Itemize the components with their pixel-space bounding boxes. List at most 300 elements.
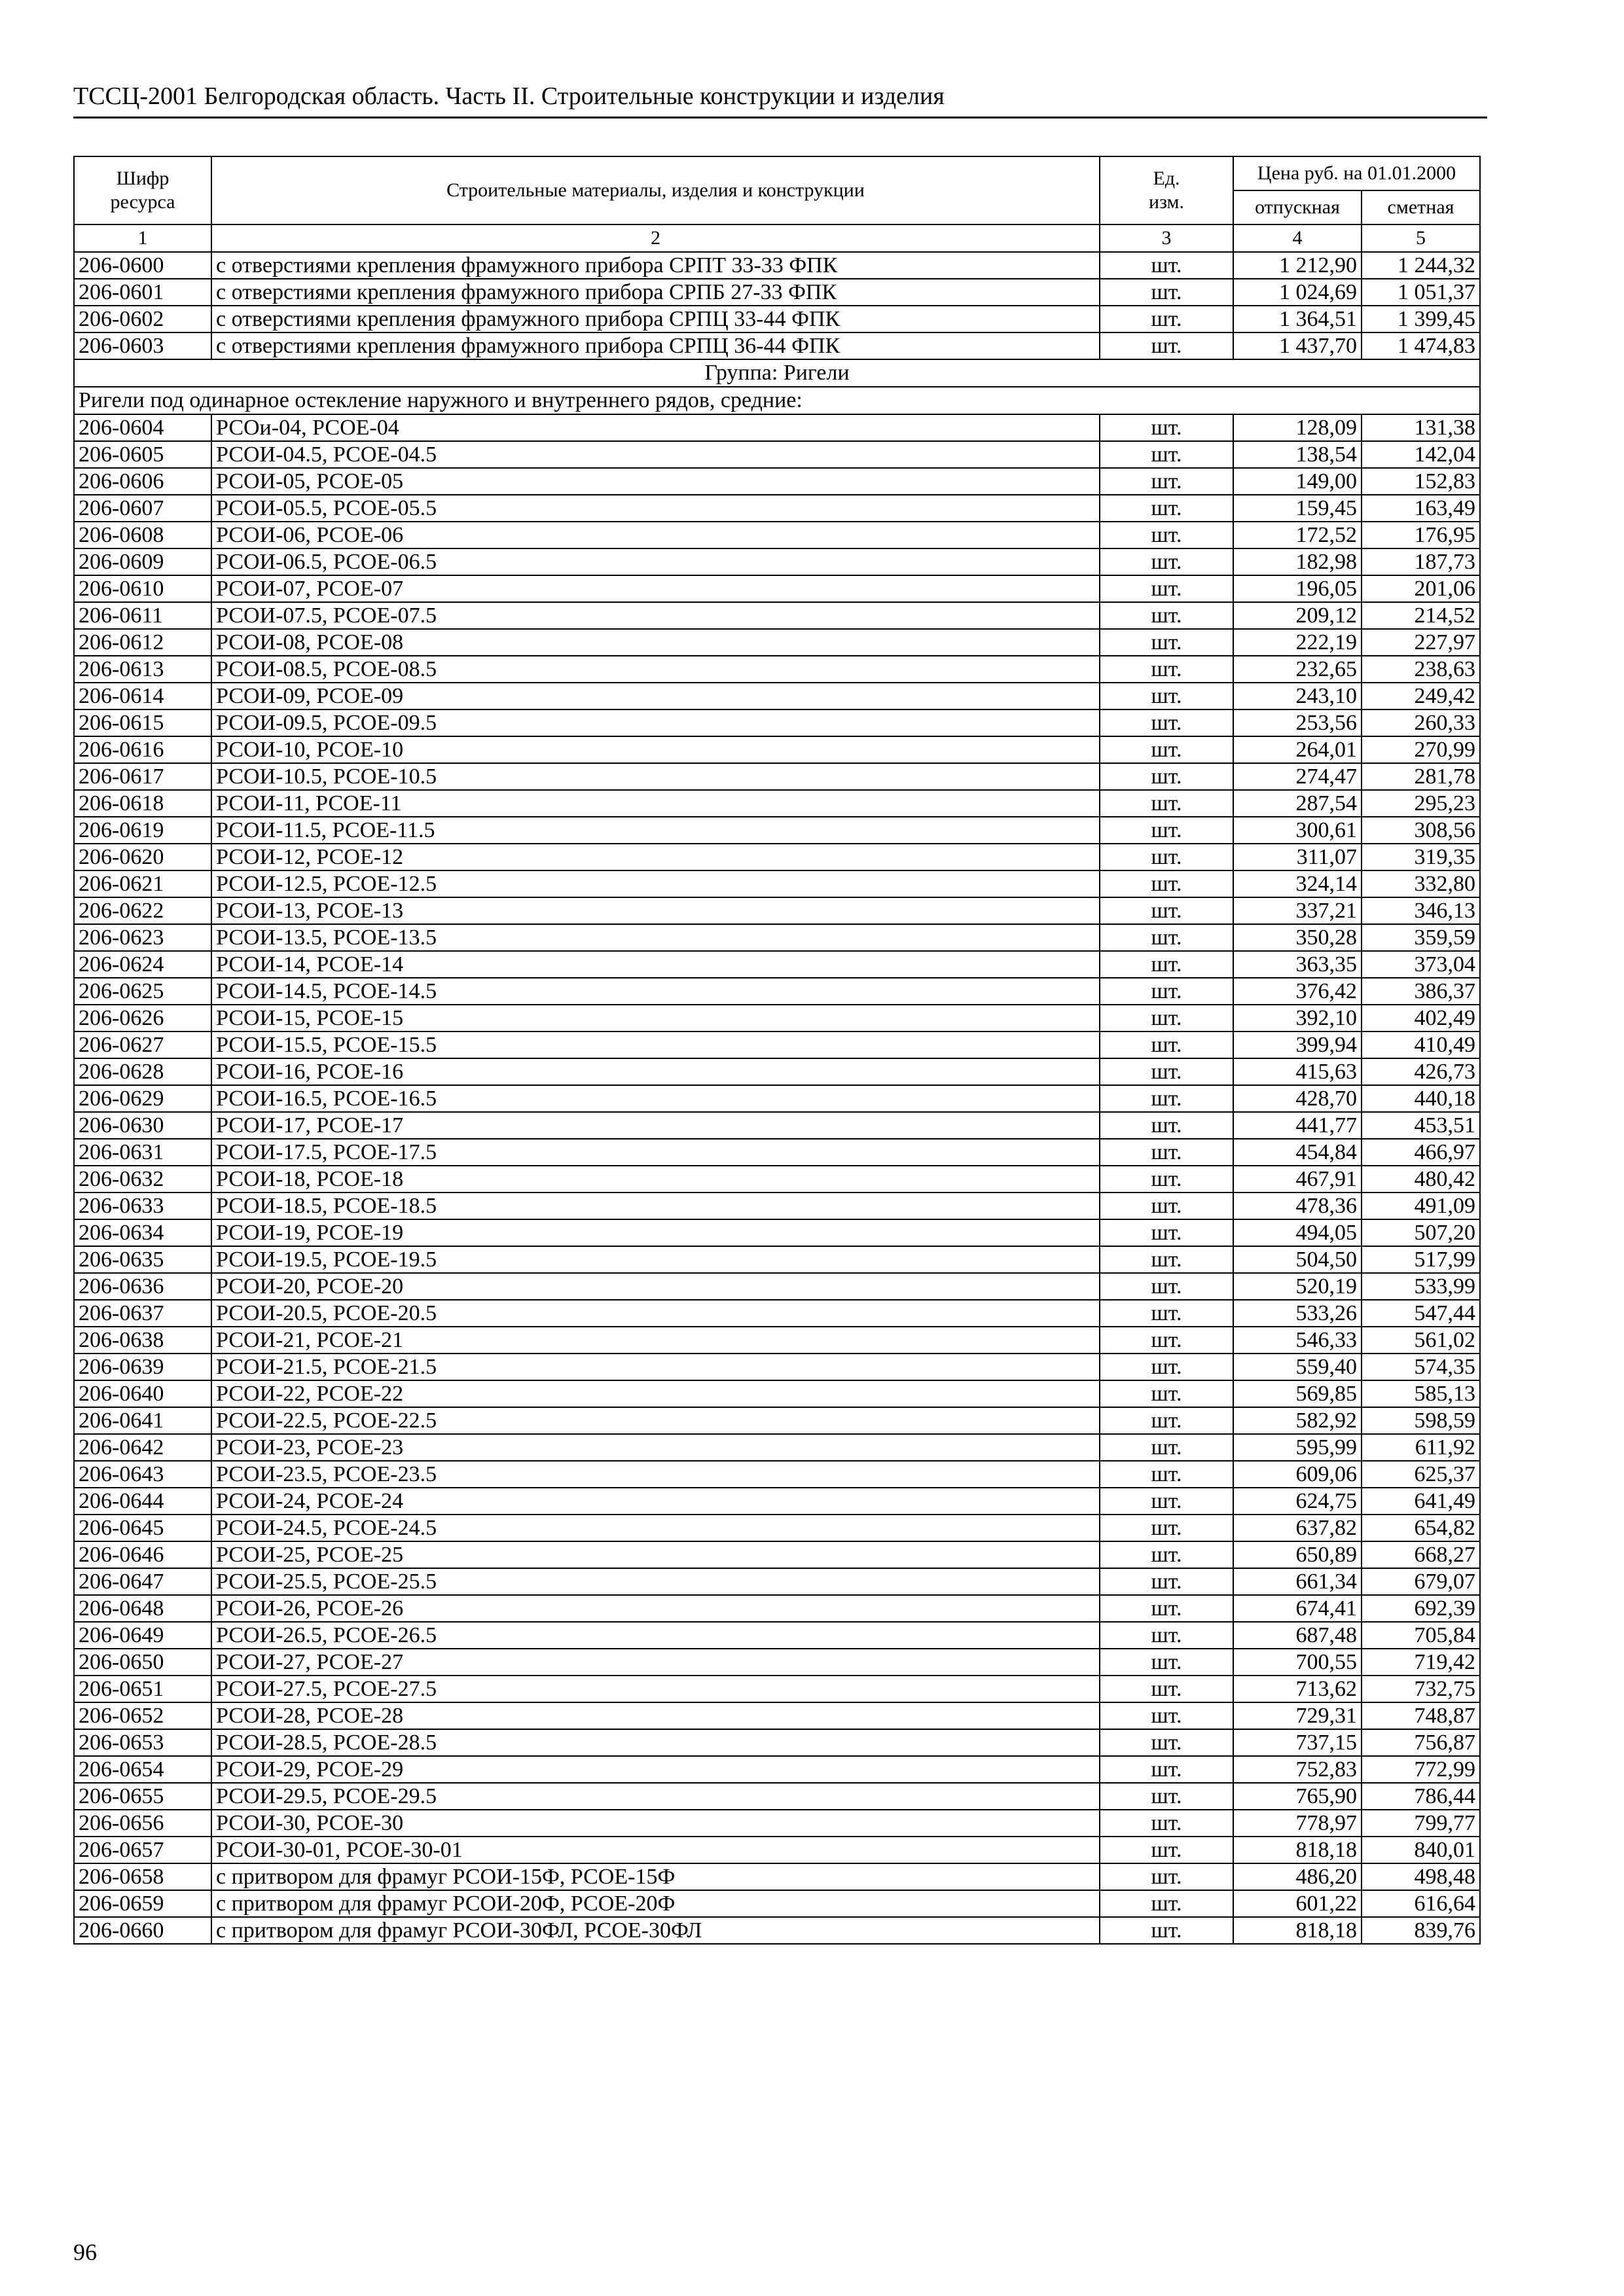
cell-wholesale: 601,22 [1233, 1890, 1362, 1917]
cell-name: РСОИ-14.5, РСОЕ-14.5 [211, 978, 1100, 1005]
group-row [74, 359, 1480, 387]
cell-unit: шт. [1100, 1005, 1233, 1031]
table-row [74, 1756, 1480, 1783]
cell-name: РСОИ-18, РСОЕ-18 [211, 1166, 1100, 1193]
cell-code: 206-0613 [74, 656, 211, 683]
cell-unit: шт. [1100, 1568, 1233, 1595]
cell-unit: шт. [1100, 548, 1233, 575]
cell-code: 206-0637 [74, 1300, 211, 1327]
cell-wholesale: 337,21 [1233, 897, 1362, 924]
cell-unit: шт. [1100, 1488, 1233, 1515]
cell-estimate: 641,49 [1362, 1488, 1480, 1515]
document-header-title: ТССЦ-2001 Белгородская область. Часть II. Строительные конструкции и изделия [73, 82, 945, 110]
cell-code: 206-0615 [74, 709, 211, 736]
table-row [74, 1300, 1480, 1327]
cell-name: РСОИ-25.5, РСОЕ-25.5 [211, 1568, 1100, 1595]
cell-name: РСОИ-19, РСОЕ-19 [211, 1219, 1100, 1246]
header-code [74, 156, 211, 224]
cell-estimate: 839,76 [1362, 1917, 1480, 1944]
cell-code: 206-0657 [74, 1837, 211, 1863]
cell-wholesale: 232,65 [1233, 656, 1362, 683]
header-code-label: Шифр ресурса [110, 168, 175, 213]
cell-code: 206-0638 [74, 1327, 211, 1354]
cell-wholesale: 737,15 [1233, 1729, 1362, 1756]
cell-code: 206-0646 [74, 1541, 211, 1568]
cell-unit: шт. [1100, 709, 1233, 736]
cell-unit: шт. [1100, 1193, 1233, 1219]
cell-estimate: 373,04 [1362, 951, 1480, 978]
cell-wholesale: 182,98 [1233, 548, 1362, 575]
table-row [74, 575, 1480, 602]
cell-unit: шт. [1100, 1729, 1233, 1756]
cell-wholesale: 159,45 [1233, 495, 1362, 522]
cell-wholesale: 818,18 [1233, 1917, 1362, 1944]
cell-estimate: 410,49 [1362, 1031, 1480, 1058]
table-row [74, 1085, 1480, 1112]
cell-unit: шт. [1100, 279, 1233, 306]
cell-unit: шт. [1100, 1783, 1233, 1810]
col-number-2: 2 [211, 224, 1100, 252]
cell-estimate: 719,42 [1362, 1649, 1480, 1676]
cell-wholesale: 415,63 [1233, 1058, 1362, 1085]
cell-estimate: 574,35 [1362, 1354, 1480, 1380]
cell-code: 206-0605 [74, 441, 211, 468]
cell-estimate: 748,87 [1362, 1702, 1480, 1729]
table-row [74, 736, 1480, 763]
cell-wholesale: 595,99 [1233, 1434, 1362, 1461]
cell-unit: шт. [1100, 332, 1233, 359]
cell-unit: шт. [1100, 844, 1233, 870]
cell-unit: шт. [1100, 1863, 1233, 1890]
cell-wholesale: 196,05 [1233, 575, 1362, 602]
cell-code: 206-0648 [74, 1595, 211, 1622]
table-body-top [74, 252, 1480, 359]
table-row [74, 924, 1480, 951]
cell-wholesale: 520,19 [1233, 1273, 1362, 1300]
cell-unit: шт. [1100, 924, 1233, 951]
cell-name: РСОИ-13.5, РСОЕ-13.5 [211, 924, 1100, 951]
table-row [74, 790, 1480, 817]
cell-name: РСОИ-15.5, РСОЕ-15.5 [211, 1031, 1100, 1058]
cell-code: 206-0631 [74, 1139, 211, 1166]
cell-unit: шт. [1100, 897, 1233, 924]
cell-code: 206-0604 [74, 414, 211, 441]
cell-wholesale: 253,56 [1233, 709, 1362, 736]
table-row [74, 1031, 1480, 1058]
cell-estimate: 480,42 [1362, 1166, 1480, 1193]
cell-name: РСОИ-29.5, РСОЕ-29.5 [211, 1783, 1100, 1810]
cell-estimate: 585,13 [1362, 1380, 1480, 1407]
cell-name: РСОИ-08.5, РСОЕ-08.5 [211, 656, 1100, 683]
table-row [74, 1729, 1480, 1756]
table-row [74, 1354, 1480, 1380]
table-row [74, 1246, 1480, 1273]
cell-wholesale: 172,52 [1233, 522, 1362, 548]
cell-wholesale: 637,82 [1233, 1515, 1362, 1541]
cell-wholesale: 533,26 [1233, 1300, 1362, 1327]
cell-code: 206-0645 [74, 1515, 211, 1541]
cell-wholesale: 222,19 [1233, 629, 1362, 656]
cell-wholesale: 752,83 [1233, 1756, 1362, 1783]
cell-unit: шт. [1100, 1702, 1233, 1729]
cell-estimate: 359,59 [1362, 924, 1480, 951]
group-title: Группа: Ригели [74, 359, 1480, 387]
cell-estimate: 561,02 [1362, 1327, 1480, 1354]
cell-name: РСОИ-28, РСОЕ-28 [211, 1702, 1100, 1729]
cell-wholesale: 454,84 [1233, 1139, 1362, 1166]
cell-estimate: 598,59 [1362, 1407, 1480, 1434]
cell-estimate: 654,82 [1362, 1515, 1480, 1541]
cell-name: с отверстиями крепления фрамужного прибора СРПЦ 33-44 ФПК [211, 306, 1100, 332]
cell-name: с отверстиями крепления фрамужного прибора СРПБ 27-33 ФПК [211, 279, 1100, 306]
cell-estimate: 308,56 [1362, 817, 1480, 844]
cell-name: РСОИ-12.5, РСОЕ-12.5 [211, 870, 1100, 897]
cell-name: РСОИ-23.5, РСОЕ-23.5 [211, 1461, 1100, 1488]
cell-unit: шт. [1100, 1058, 1233, 1085]
header-wholesale: отпускная [1233, 190, 1362, 224]
subgroup-title: Ригели под одинарное остекление наружного и внутреннего рядов, средние: [74, 387, 1480, 414]
page-number: 96 [73, 2239, 97, 2265]
cell-unit: шт. [1100, 1890, 1233, 1917]
cell-code: 206-0643 [74, 1461, 211, 1488]
cell-unit: шт. [1100, 1756, 1233, 1783]
cell-estimate: 507,20 [1362, 1219, 1480, 1246]
cell-unit: шт. [1100, 441, 1233, 468]
cell-code: 206-0649 [74, 1622, 211, 1649]
table-row [74, 1488, 1480, 1515]
cell-name: РСОИ-20.5, РСОЕ-20.5 [211, 1300, 1100, 1327]
cell-code: 206-0619 [74, 817, 211, 844]
cell-code: 206-0617 [74, 763, 211, 790]
table-row [74, 252, 1480, 279]
table-row [74, 1434, 1480, 1461]
table-row [74, 1890, 1480, 1917]
cell-estimate: 498,48 [1362, 1863, 1480, 1890]
cell-estimate: 756,87 [1362, 1729, 1480, 1756]
cell-unit: шт. [1100, 1112, 1233, 1139]
cell-estimate: 176,95 [1362, 522, 1480, 548]
cell-name: РСОИ-16, РСОЕ-16 [211, 1058, 1100, 1085]
cell-code: 206-0633 [74, 1193, 211, 1219]
table-row [74, 656, 1480, 683]
cell-unit: шт. [1100, 1837, 1233, 1863]
cell-code: 206-0626 [74, 1005, 211, 1031]
cell-name: РСОИ-15, РСОЕ-15 [211, 1005, 1100, 1031]
cell-estimate: 453,51 [1362, 1112, 1480, 1139]
cell-code: 206-0642 [74, 1434, 211, 1461]
cell-unit: шт. [1100, 656, 1233, 683]
cell-unit: шт. [1100, 683, 1233, 709]
cell-estimate: 466,97 [1362, 1139, 1480, 1166]
cell-estimate: 260,33 [1362, 709, 1480, 736]
cell-estimate: 214,52 [1362, 602, 1480, 629]
cell-estimate: 227,97 [1362, 629, 1480, 656]
cell-unit: шт. [1100, 790, 1233, 817]
cell-code: 206-0602 [74, 306, 211, 332]
cell-code: 206-0639 [74, 1354, 211, 1380]
header-name: Строительные материалы, изделия и конструкции [211, 156, 1100, 224]
cell-unit: шт. [1100, 1166, 1233, 1193]
cell-unit: шт. [1100, 495, 1233, 522]
cell-estimate: 692,39 [1362, 1595, 1480, 1622]
cell-code: 206-0603 [74, 332, 211, 359]
cell-unit: шт. [1100, 763, 1233, 790]
cell-unit: шт. [1100, 951, 1233, 978]
cell-wholesale: 778,97 [1233, 1810, 1362, 1837]
cell-wholesale: 486,20 [1233, 1863, 1362, 1890]
header-unit [1100, 156, 1233, 224]
cell-wholesale: 818,18 [1233, 1837, 1362, 1863]
cell-unit: шт. [1100, 522, 1233, 548]
col-number-4: 4 [1233, 224, 1362, 252]
cell-estimate: 732,75 [1362, 1676, 1480, 1702]
cell-name: РСОИ-30, РСОЕ-30 [211, 1810, 1100, 1837]
cell-estimate: 533,99 [1362, 1273, 1480, 1300]
cell-code: 206-0632 [74, 1166, 211, 1193]
cell-unit: шт. [1100, 978, 1233, 1005]
cell-code: 206-0607 [74, 495, 211, 522]
cell-name: РСОИ-18.5, РСОЕ-18.5 [211, 1193, 1100, 1219]
cell-name: РСОИ-13, РСОЕ-13 [211, 897, 1100, 924]
cell-unit: шт. [1100, 1380, 1233, 1407]
cell-estimate: 142,04 [1362, 441, 1480, 468]
table-row [74, 870, 1480, 897]
cell-unit: шт. [1100, 1649, 1233, 1676]
cell-name: РСОи-04, РСОЕ-04 [211, 414, 1100, 441]
table-row [74, 1112, 1480, 1139]
cell-name: РСОИ-22.5, РСОЕ-22.5 [211, 1407, 1100, 1434]
cell-wholesale: 713,62 [1233, 1676, 1362, 1702]
cell-name: с притвором для фрамуг РСОИ-30ФЛ, РСОЕ-30ФЛ [211, 1917, 1100, 1944]
cell-code: 206-0651 [74, 1676, 211, 1702]
cell-code: 206-0641 [74, 1407, 211, 1434]
header-rule [73, 117, 1487, 118]
table-row [74, 844, 1480, 870]
cell-name: с отверстиями крепления фрамужного прибора СРПЦ 36-44 ФПК [211, 332, 1100, 359]
cell-estimate: 131,38 [1362, 414, 1480, 441]
cell-estimate: 163,49 [1362, 495, 1480, 522]
cell-wholesale: 765,90 [1233, 1783, 1362, 1810]
table-row [74, 1837, 1480, 1863]
cell-wholesale: 582,92 [1233, 1407, 1362, 1434]
table-row [74, 1541, 1480, 1568]
cell-name: РСОИ-05.5, РСОЕ-05.5 [211, 495, 1100, 522]
cell-name: РСОИ-29, РСОЕ-29 [211, 1756, 1100, 1783]
table-row [74, 441, 1480, 468]
cell-name: РСОИ-07, РСОЕ-07 [211, 575, 1100, 602]
cell-code: 206-0610 [74, 575, 211, 602]
cell-unit: шт. [1100, 1354, 1233, 1380]
cell-estimate: 799,77 [1362, 1810, 1480, 1837]
cell-estimate: 786,44 [1362, 1783, 1480, 1810]
cell-wholesale: 569,85 [1233, 1380, 1362, 1407]
cell-name: РСОИ-21, РСОЕ-21 [211, 1327, 1100, 1354]
cell-name: РСОИ-30-01, РСОЕ-30-01 [211, 1837, 1100, 1863]
cell-name: РСОИ-08, РСОЕ-08 [211, 629, 1100, 656]
cell-name: РСОИ-11.5, РСОЕ-11.5 [211, 817, 1100, 844]
cell-wholesale: 1 437,70 [1233, 332, 1362, 359]
cell-wholesale: 1 364,51 [1233, 306, 1362, 332]
cell-unit: шт. [1100, 1085, 1233, 1112]
table-row [74, 978, 1480, 1005]
cell-name: РСОИ-04.5, РСОЕ-04.5 [211, 441, 1100, 468]
table-body-main [74, 414, 1480, 1944]
cell-wholesale: 441,77 [1233, 1112, 1362, 1139]
cell-name: РСОИ-23, РСОЕ-23 [211, 1434, 1100, 1461]
cell-estimate: 295,23 [1362, 790, 1480, 817]
cell-unit: шт. [1100, 1246, 1233, 1273]
col-number-1: 1 [74, 224, 211, 252]
cell-name: РСОИ-28.5, РСОЕ-28.5 [211, 1729, 1100, 1756]
cell-name: РСОИ-26.5, РСОЕ-26.5 [211, 1622, 1100, 1649]
cell-name: РСОИ-27.5, РСОЕ-27.5 [211, 1676, 1100, 1702]
table-row [74, 709, 1480, 736]
cell-code: 206-0656 [74, 1810, 211, 1837]
group-section [74, 359, 1480, 414]
cell-unit: шт. [1100, 468, 1233, 495]
table-row [74, 1193, 1480, 1219]
cell-name: РСОИ-17, РСОЕ-17 [211, 1112, 1100, 1139]
cell-wholesale: 687,48 [1233, 1622, 1362, 1649]
cell-unit: шт. [1100, 1407, 1233, 1434]
cell-estimate: 772,99 [1362, 1756, 1480, 1783]
cell-estimate: 402,49 [1362, 1005, 1480, 1031]
cell-wholesale: 428,70 [1233, 1085, 1362, 1112]
cell-code: 206-0625 [74, 978, 211, 1005]
cell-name: РСОИ-22, РСОЕ-22 [211, 1380, 1100, 1407]
cell-code: 206-0618 [74, 790, 211, 817]
cell-unit: шт. [1100, 1515, 1233, 1541]
cell-estimate: 517,99 [1362, 1246, 1480, 1273]
cell-unit: шт. [1100, 1595, 1233, 1622]
cell-code: 206-0606 [74, 468, 211, 495]
table-row [74, 1273, 1480, 1300]
header-estimate: сметная [1362, 190, 1480, 224]
cell-wholesale: 264,01 [1233, 736, 1362, 763]
table-row [74, 951, 1480, 978]
cell-name: РСОИ-11, РСОЕ-11 [211, 790, 1100, 817]
cell-wholesale: 300,61 [1233, 817, 1362, 844]
table-row [74, 1407, 1480, 1434]
price-table [73, 156, 1481, 1945]
cell-code: 206-0647 [74, 1568, 211, 1595]
cell-unit: шт. [1100, 1676, 1233, 1702]
table-row [74, 1649, 1480, 1676]
cell-estimate: 1 244,32 [1362, 252, 1480, 279]
cell-code: 206-0616 [74, 736, 211, 763]
cell-wholesale: 138,54 [1233, 441, 1362, 468]
table-row [74, 1863, 1480, 1890]
cell-estimate: 386,37 [1362, 978, 1480, 1005]
cell-code: 206-0655 [74, 1783, 211, 1810]
table-row [74, 1917, 1480, 1944]
cell-code: 206-0659 [74, 1890, 211, 1917]
col-number-5: 5 [1362, 224, 1480, 252]
cell-code: 206-0660 [74, 1917, 211, 1944]
cell-code: 206-0611 [74, 602, 211, 629]
cell-name: РСОИ-19.5, РСОЕ-19.5 [211, 1246, 1100, 1273]
cell-estimate: 270,99 [1362, 736, 1480, 763]
cell-code: 206-0621 [74, 870, 211, 897]
cell-wholesale: 609,06 [1233, 1461, 1362, 1488]
header-price: Цена руб. на 01.01.2000 [1233, 156, 1480, 190]
table-row [74, 1515, 1480, 1541]
table-row [74, 763, 1480, 790]
table-row [74, 1702, 1480, 1729]
cell-estimate: 668,27 [1362, 1541, 1480, 1568]
cell-estimate: 187,73 [1362, 548, 1480, 575]
table-row [74, 468, 1480, 495]
cell-name: РСОИ-09, РСОЕ-09 [211, 683, 1100, 709]
cell-name: РСОИ-21.5, РСОЕ-21.5 [211, 1354, 1100, 1380]
cell-unit: шт. [1100, 1461, 1233, 1488]
cell-code: 206-0654 [74, 1756, 211, 1783]
cell-wholesale: 311,07 [1233, 844, 1362, 870]
cell-code: 206-0623 [74, 924, 211, 951]
table-row [74, 1810, 1480, 1837]
table-row [74, 1622, 1480, 1649]
cell-wholesale: 504,50 [1233, 1246, 1362, 1273]
cell-wholesale: 399,94 [1233, 1031, 1362, 1058]
cell-code: 206-0614 [74, 683, 211, 709]
cell-code: 206-0635 [74, 1246, 211, 1273]
cell-name: РСОИ-25, РСОЕ-25 [211, 1541, 1100, 1568]
cell-estimate: 616,64 [1362, 1890, 1480, 1917]
cell-code: 206-0636 [74, 1273, 211, 1300]
cell-name: РСОИ-06.5, РСОЕ-06.5 [211, 548, 1100, 575]
cell-code: 206-0644 [74, 1488, 211, 1515]
col-number-3: 3 [1100, 224, 1233, 252]
cell-wholesale: 1 024,69 [1233, 279, 1362, 306]
cell-estimate: 426,73 [1362, 1058, 1480, 1085]
cell-wholesale: 661,34 [1233, 1568, 1362, 1595]
cell-name: РСОИ-10.5, РСОЕ-10.5 [211, 763, 1100, 790]
cell-code: 206-0608 [74, 522, 211, 548]
table-row [74, 1783, 1480, 1810]
cell-code: 206-0640 [74, 1380, 211, 1407]
cell-wholesale: 494,05 [1233, 1219, 1362, 1246]
cell-code: 206-0658 [74, 1863, 211, 1890]
cell-code: 206-0627 [74, 1031, 211, 1058]
cell-unit: шт. [1100, 1810, 1233, 1837]
cell-estimate: 152,83 [1362, 468, 1480, 495]
table-row [74, 1461, 1480, 1488]
table-row [74, 1380, 1480, 1407]
cell-code: 206-0652 [74, 1702, 211, 1729]
cell-wholesale: 467,91 [1233, 1166, 1362, 1193]
cell-wholesale: 274,47 [1233, 763, 1362, 790]
cell-unit: шт. [1100, 1300, 1233, 1327]
cell-unit: шт. [1100, 306, 1233, 332]
cell-estimate: 840,01 [1362, 1837, 1480, 1863]
cell-unit: шт. [1100, 1031, 1233, 1058]
cell-name: РСОИ-27, РСОЕ-27 [211, 1649, 1100, 1676]
cell-wholesale: 1 212,90 [1233, 252, 1362, 279]
cell-code: 206-0600 [74, 252, 211, 279]
cell-wholesale: 350,28 [1233, 924, 1362, 951]
cell-code: 206-0612 [74, 629, 211, 656]
table-row [74, 1219, 1480, 1246]
cell-estimate: 319,35 [1362, 844, 1480, 870]
cell-name: РСОИ-07.5, РСОЕ-07.5 [211, 602, 1100, 629]
cell-estimate: 249,42 [1362, 683, 1480, 709]
table-row [74, 1327, 1480, 1354]
cell-code: 206-0622 [74, 897, 211, 924]
cell-unit: шт. [1100, 575, 1233, 602]
cell-wholesale: 559,40 [1233, 1354, 1362, 1380]
cell-unit: шт. [1100, 817, 1233, 844]
cell-code: 206-0629 [74, 1085, 211, 1112]
